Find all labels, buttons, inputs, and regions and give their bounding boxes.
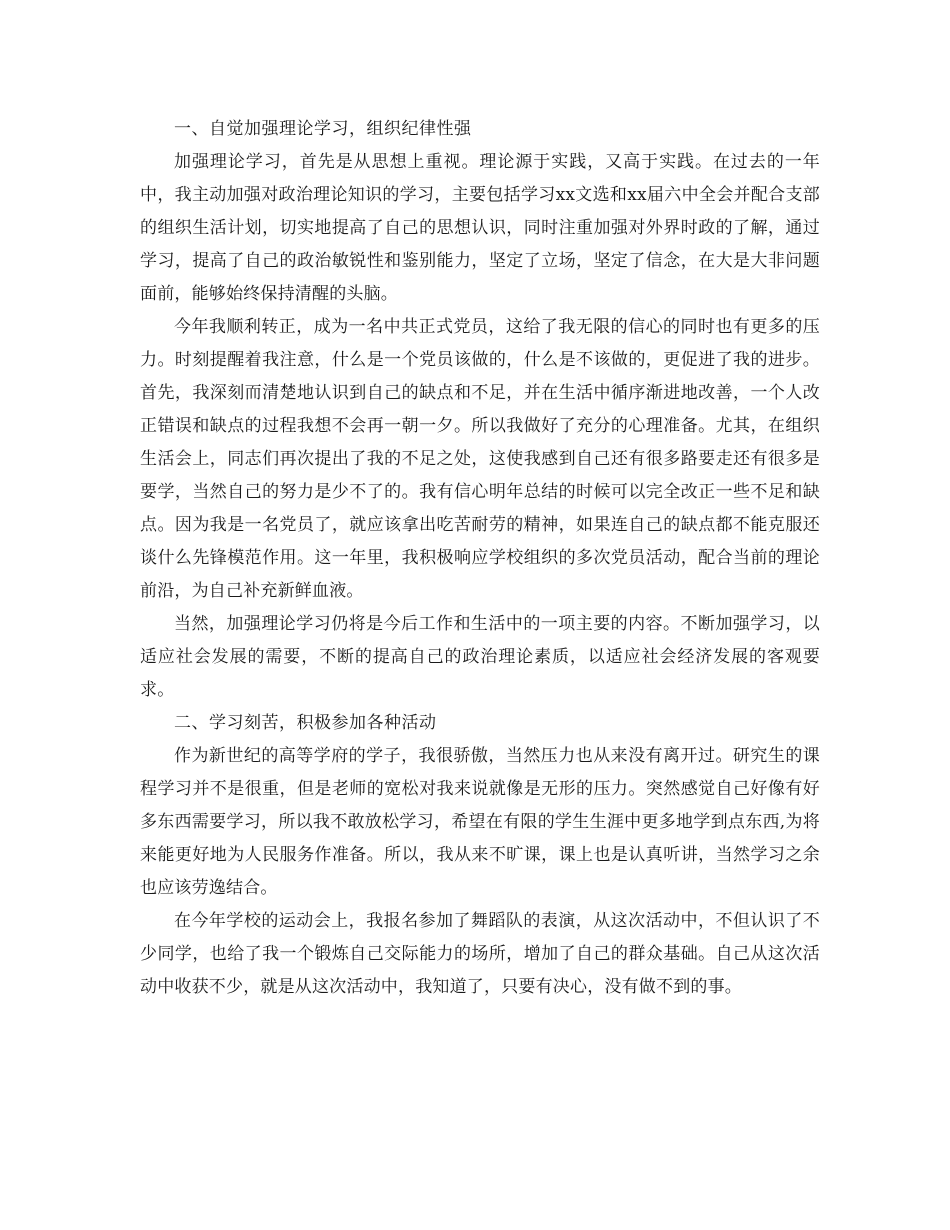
paragraph-2-1: 作为新世纪的高等学府的学子，我很骄傲，当然压力也从来没有离开过。研究生的课程学习并不是很重，但是老师的宽松对我来说就像是无形的压力。突然感觉自己好像有好多东西需要学习，所以我不敢放松学习，希望在有限的学生生涯中更多地学到点东西,为将来能更好地为人民服务作准备。所以，我从来不旷课，课上也是认真听讲，当然学习之余也应该劳逸结合。 — [140, 746, 820, 898]
paragraph-1-2: 今年我顺利转正，成为一名中共正式党员，这给了我无限的信心的同时也有更多的压力。时刻提醒着我注意，什么是一个党员该做的，什么是不该做的，更促进了我的进步。首先，我深刻而清楚地认识到自己的缺点和不足，并在生活中循序渐进地改善，一个人改正错误和缺点的过程我想不会再一朝一夕。所以我做好了充分的心理准备。尤其，在组织生活会上，同志们再次提出了我的不足之处，这使我感到自己还有很多路要走还有很多是要学，当然自己的努力是少不了的。我有信心明年总结的时候可以完全改正一些不足和缺点。因为我是一名党员了，就应该拿出吃苦耐劳的精神，如果连自己的缺点都不能克服还谈什么先锋模范作用。这一年里，我积极响应学校组织的多次党员活动，配合当前的理论前沿，为自己补充新鲜血液。 — [140, 317, 820, 601]
document-body — [140, 113, 820, 1004]
section-heading-1: 一、自觉加强理论学习，组织纪律性强 — [174, 119, 472, 139]
paragraph-1-3: 当然，加强理论学习仍将是今后工作和生活中的一项主要的内容。不断加强学习，以适应社会发展的需要，不断的提高自己的政治理论素质，以适应社会经济发展的客观要求。 — [140, 614, 820, 700]
paragraph-1-1: 加强理论学习，首先是从思想上重视。理论源于实践，又高于实践。在过去的一年中，我主动加强对政治理论知识的学习，主要包括学习xx文选和xx届六中全会并配合支部的组织生活计划，切实地提高了自己的思想认识，同时注重加强对外界时政的了解，通过学习，提高了自己的政治敏锐性和鉴别能力，坚定了立场，坚定了信念，在大是大非问题面前，能够始终保持清醒的头脑。 — [140, 152, 820, 304]
section-heading-2: 二、学习刻苦，积极参加各种活动 — [174, 713, 437, 733]
paragraph-2-2: 在今年学校的运动会上，我报名参加了舞蹈队的表演，从这次活动中，不但认识了不少同学，也给了我一个锻炼自己交际能力的场所，增加了自己的群众基础。自己从这次活动中收获不少，就是从这次活动中，我知道了，只要有决心，没有做不到的事。 — [140, 911, 820, 997]
